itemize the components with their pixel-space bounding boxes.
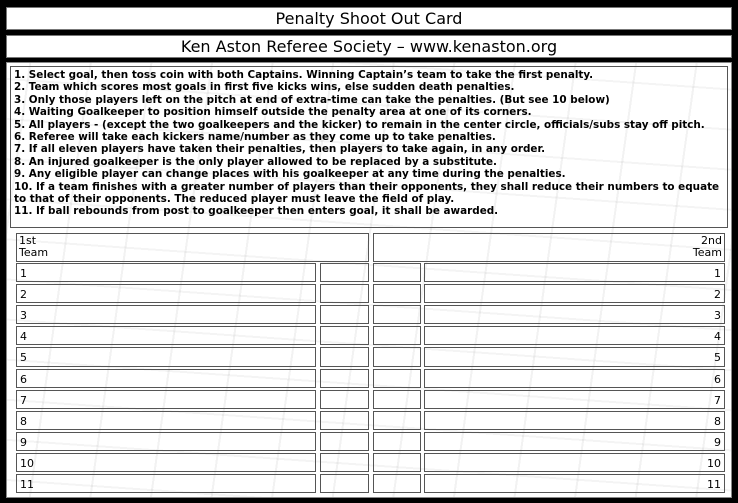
team-2-result-cell [373,453,421,472]
rule-item: 6. Referee will take each kickers name/number as they come up to take penalties. [14,131,496,144]
team-2-result-cell [373,326,421,345]
rules-list [10,66,728,228]
team-1-player-cell: 11 [16,474,316,493]
team-2-player-cell: 4 [424,326,725,345]
team-2-result-cell [373,263,421,282]
rule-item: 10. If a team finishes with a greater number of players than their opponents, they shall reduce their numbers to equate to that of their opponents. The reduced player must leave the field of play. [14,180,720,206]
team-2-player-cell: 8 [424,411,725,430]
team-1-player-cell: 9 [16,432,316,451]
team-1-result-cell [320,284,369,303]
team-1-result-cell [320,347,369,367]
team-2-player-cell: 5 [424,347,725,367]
team-1-header: 1st Team [16,233,369,262]
rule-item: 7. If all eleven players have taken their penalties, then players to take again, in any order. [14,143,546,156]
card-subtitle: Ken Aston Referee Society – www.kenaston.org [6,35,732,58]
rule-item: 4. Waiting Goalkeeper to position himself outside the penalty area at one of its corners. [14,106,532,119]
team-2-player-cell: 10 [424,453,725,472]
rule-item: 9. Any eligible player can change places with his goalkeeper at any time during the penalties. [14,168,566,181]
team-2-player-cell: 1 [424,263,725,282]
team-1-player-cell: 5 [16,347,316,367]
card-title: Penalty Shoot Out Card [6,7,732,30]
team-1-result-cell [320,263,369,282]
team-1-player-cell: 2 [16,284,316,303]
team-2-header: 2nd Team [373,233,725,262]
team-1-player-cell: 1 [16,263,316,282]
rule-item: 3. Only those players left on the pitch at end of extra-time can take the penalties. (But see 10 below) [14,93,610,106]
rule-item: 5. All players - (except the two goalkeepers and the kicker) to remain in the center circle, officials/subs stay off pitch. [14,118,705,131]
team-2-player-cell: 11 [424,474,725,493]
team-1-result-cell [320,326,369,345]
team-1-result-cell [320,411,369,430]
team-2-result-cell [373,347,421,367]
rule-item: 8. An injured goalkeeper is the only player allowed to be replaced by a substitute. [14,155,497,168]
team-2-result-cell [373,432,421,451]
team-1-player-cell: 8 [16,411,316,430]
team-1-player-cell: 10 [16,453,316,472]
team-2-player-cell: 7 [424,390,725,409]
team-2-result-cell [373,474,421,493]
team-2-result-cell [373,390,421,409]
team-1-result-cell [320,474,369,493]
team-1-result-cell [320,305,369,324]
rule-item: 2. Team which scores most goals in first five kicks wins, else sudden death penalties. [14,81,515,94]
team-2-result-cell [373,284,421,303]
team-2-result-cell [373,369,421,388]
team-2-player-cell: 9 [424,432,725,451]
team-1-result-cell [320,432,369,451]
team-1-player-cell: 3 [16,305,316,324]
rule-item: 11. If ball rebounds from post to goalkeeper then enters goal, it shall be awarded. [14,205,499,218]
team-1-result-cell [320,369,369,388]
rule-item: 1. Select goal, then toss coin with both Captains. Winning Captain’s team to take the first penalty. [14,69,594,81]
team-1-result-cell [320,390,369,409]
team-2-player-cell: 6 [424,369,725,388]
team-2-result-cell [373,411,421,430]
team-2-player-cell: 2 [424,284,725,303]
team-2-result-cell [373,305,421,324]
team-1-player-cell: 4 [16,326,316,345]
team-2-player-cell: 3 [424,305,725,324]
team-1-player-cell: 6 [16,369,316,388]
team-1-result-cell [320,453,369,472]
team-1-player-cell: 7 [16,390,316,409]
